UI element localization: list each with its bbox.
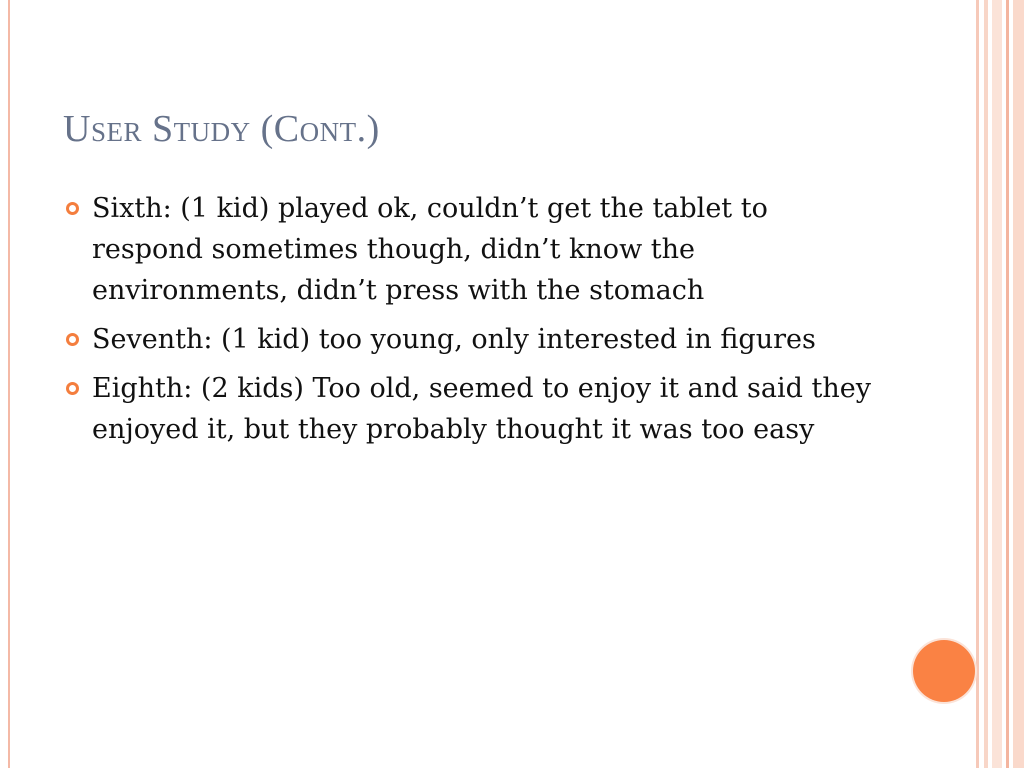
bullet-text: Seventh: (1 kid) too young, only interested in figures [92,324,816,355]
stripe [976,0,979,768]
orange-circle-icon [913,640,975,702]
bullet-ring-icon [66,333,79,346]
stripe [1013,0,1024,768]
slide-title: User Study (Cont.) [63,108,380,150]
left-border-line [8,0,10,768]
stripe [1006,0,1009,768]
bullet-ring-icon [66,202,79,215]
bullet-text: Sixth: (1 kid) played ok, couldn’t get the tablet to respond sometimes though, didn’t know the environments, didn’t press with the stomach [92,193,768,306]
bullet-item-eighth [62,368,882,450]
bullet-text: Eighth: (2 kids) Too old, seemed to enjoy it and said they enjoyed it, but they probably thought it was too easy [92,373,871,445]
right-decorative-stripes [976,0,1024,768]
bullet-item-sixth [62,188,882,311]
stripe [984,0,988,768]
stripe [992,0,1002,768]
bullet-item-seventh [62,319,882,360]
bullet-list [62,188,882,458]
bullet-ring-icon [66,382,79,395]
